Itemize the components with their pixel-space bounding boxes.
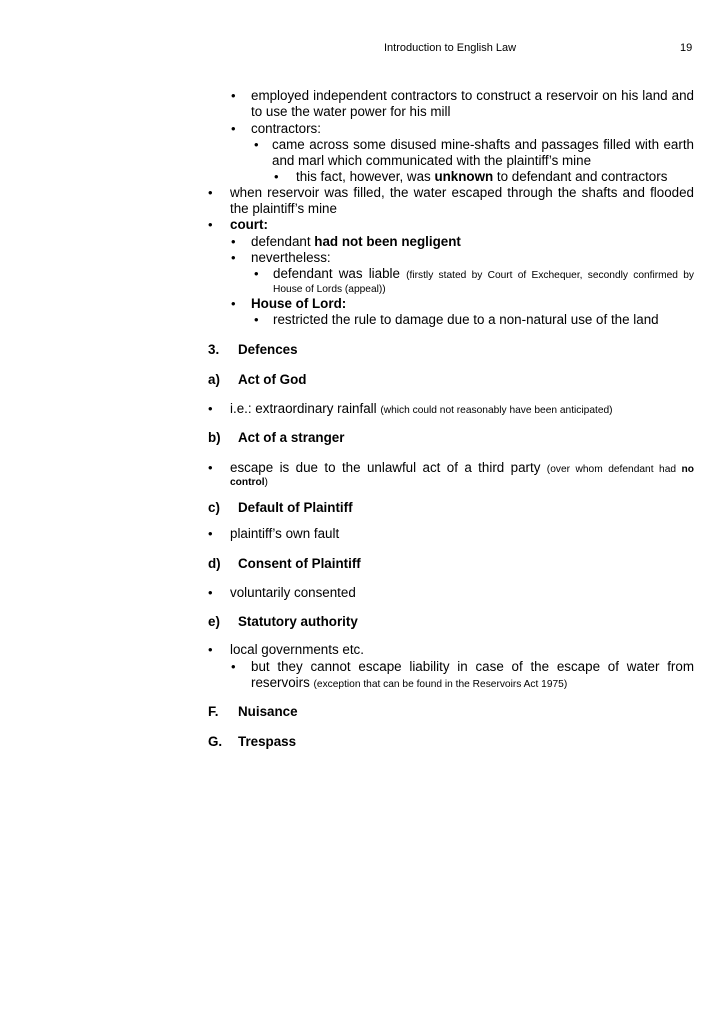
section-number: a) (208, 372, 220, 387)
bold-text: no (681, 464, 694, 475)
bullet-marker: • (208, 185, 213, 200)
bullet-marker: • (208, 585, 213, 600)
body-line (230, 401, 613, 419)
body-line (230, 201, 337, 217)
text-span: employed independent contractors to construct a reservoir on his land and (251, 88, 694, 103)
bullet-marker: • (231, 659, 236, 674)
bullet-marker: • (231, 88, 236, 103)
bullet-marker: • (208, 642, 213, 657)
body-line (272, 137, 694, 153)
text-span: when reservoir was filled, the water escaped through the shafts and flooded (230, 185, 694, 200)
body-line (273, 312, 659, 328)
small-text: (firstly stated by Court of Exchequer, secondly confirmed by (406, 270, 694, 281)
page-number: 19 (680, 42, 693, 54)
text-span: to defendant and contractors (493, 169, 668, 184)
section-number: F. (208, 704, 219, 719)
section-number: 3. (208, 342, 220, 357)
body-line (230, 642, 364, 658)
body-line (230, 185, 694, 201)
text-span: to use the water power for his mill (251, 104, 451, 119)
bullet-marker: • (231, 296, 236, 311)
body-line (272, 153, 591, 169)
text-span: and marl which communicated with the plaintiff’s mine (272, 153, 592, 168)
body-line (230, 526, 339, 542)
running-header-title: Introduction to English Law (384, 42, 517, 54)
body-line (251, 296, 346, 312)
text-span: but they cannot escape liability in case of the escape of water from (251, 659, 694, 674)
body-line (230, 460, 694, 478)
section-number: e) (208, 614, 220, 629)
bold-text: had not been negligent (314, 234, 461, 249)
text-span: voluntarily consented (230, 585, 356, 600)
bullet-marker: • (254, 266, 259, 281)
text-span: plaintiff’s own fault (230, 526, 340, 541)
section-number: c) (208, 500, 220, 515)
body-line (251, 121, 321, 137)
small-text: (exception that can be found in the Reservoirs Act 1975) (313, 679, 568, 690)
text-span: contractors: (251, 121, 321, 136)
text-span: House of Lord: (251, 296, 347, 311)
text-span: reservoirs (251, 675, 314, 690)
body-line (251, 88, 694, 104)
section-number: G. (208, 734, 223, 749)
section-title: Nuisance (238, 704, 298, 719)
body-line (251, 675, 567, 693)
bullet-marker: • (208, 401, 213, 416)
bullet-marker: • (208, 217, 213, 232)
bullet-marker: • (208, 526, 213, 541)
bullet-marker: • (231, 234, 236, 249)
small-text: House of Lords (appeal)) (273, 284, 386, 295)
bullet-marker: • (231, 121, 236, 136)
section-title: Consent of Plaintiff (238, 556, 361, 571)
bold-text: control (230, 477, 265, 488)
bullet-marker: • (254, 312, 259, 327)
section-title: Default of Plaintiff (238, 500, 353, 515)
section-number: b) (208, 430, 221, 445)
bullet-marker: • (231, 250, 236, 265)
small-text: (over whom defendant had (546, 464, 682, 475)
text-span: came across some disused mine-shafts and passages filled with earth (272, 137, 694, 152)
text-span: local governments etc. (230, 642, 364, 657)
section-title: Act of God (238, 372, 307, 387)
section-title: Statutory authority (238, 614, 358, 629)
section-number: d) (208, 556, 221, 571)
body-line (230, 585, 356, 601)
text-span: i.e.: extraordinary rainfall (230, 401, 381, 416)
small-text: (which could not reasonably have been anticipated) (380, 405, 613, 416)
body-line (251, 234, 461, 250)
body-line (296, 169, 667, 185)
text-span: this fact, however, was (296, 169, 435, 184)
body-line (230, 475, 268, 491)
text-span: defendant was liable (273, 266, 407, 281)
text-span: restricted the rule to damage due to a non-natural use of the land (273, 312, 659, 327)
body-line (251, 659, 694, 675)
bullet-marker: • (208, 460, 213, 475)
text-span: nevertheless: (251, 250, 331, 265)
section-title: Trespass (238, 734, 297, 749)
body-line (251, 104, 450, 120)
text-span: escape is due to the unlawful act of a third party (230, 460, 547, 475)
bold-text: unknown (434, 169, 494, 184)
text-span: the plaintiff’s mine (230, 201, 337, 216)
body-line (251, 250, 331, 266)
text-span: court: (230, 217, 268, 232)
text-span: ) (264, 477, 268, 488)
body-line (230, 217, 268, 233)
bullet-marker: • (274, 169, 279, 184)
section-title: Defences (238, 342, 298, 357)
text-span: defendant (251, 234, 315, 249)
bullet-marker: • (254, 137, 259, 152)
section-title: Act of a stranger (238, 430, 345, 445)
